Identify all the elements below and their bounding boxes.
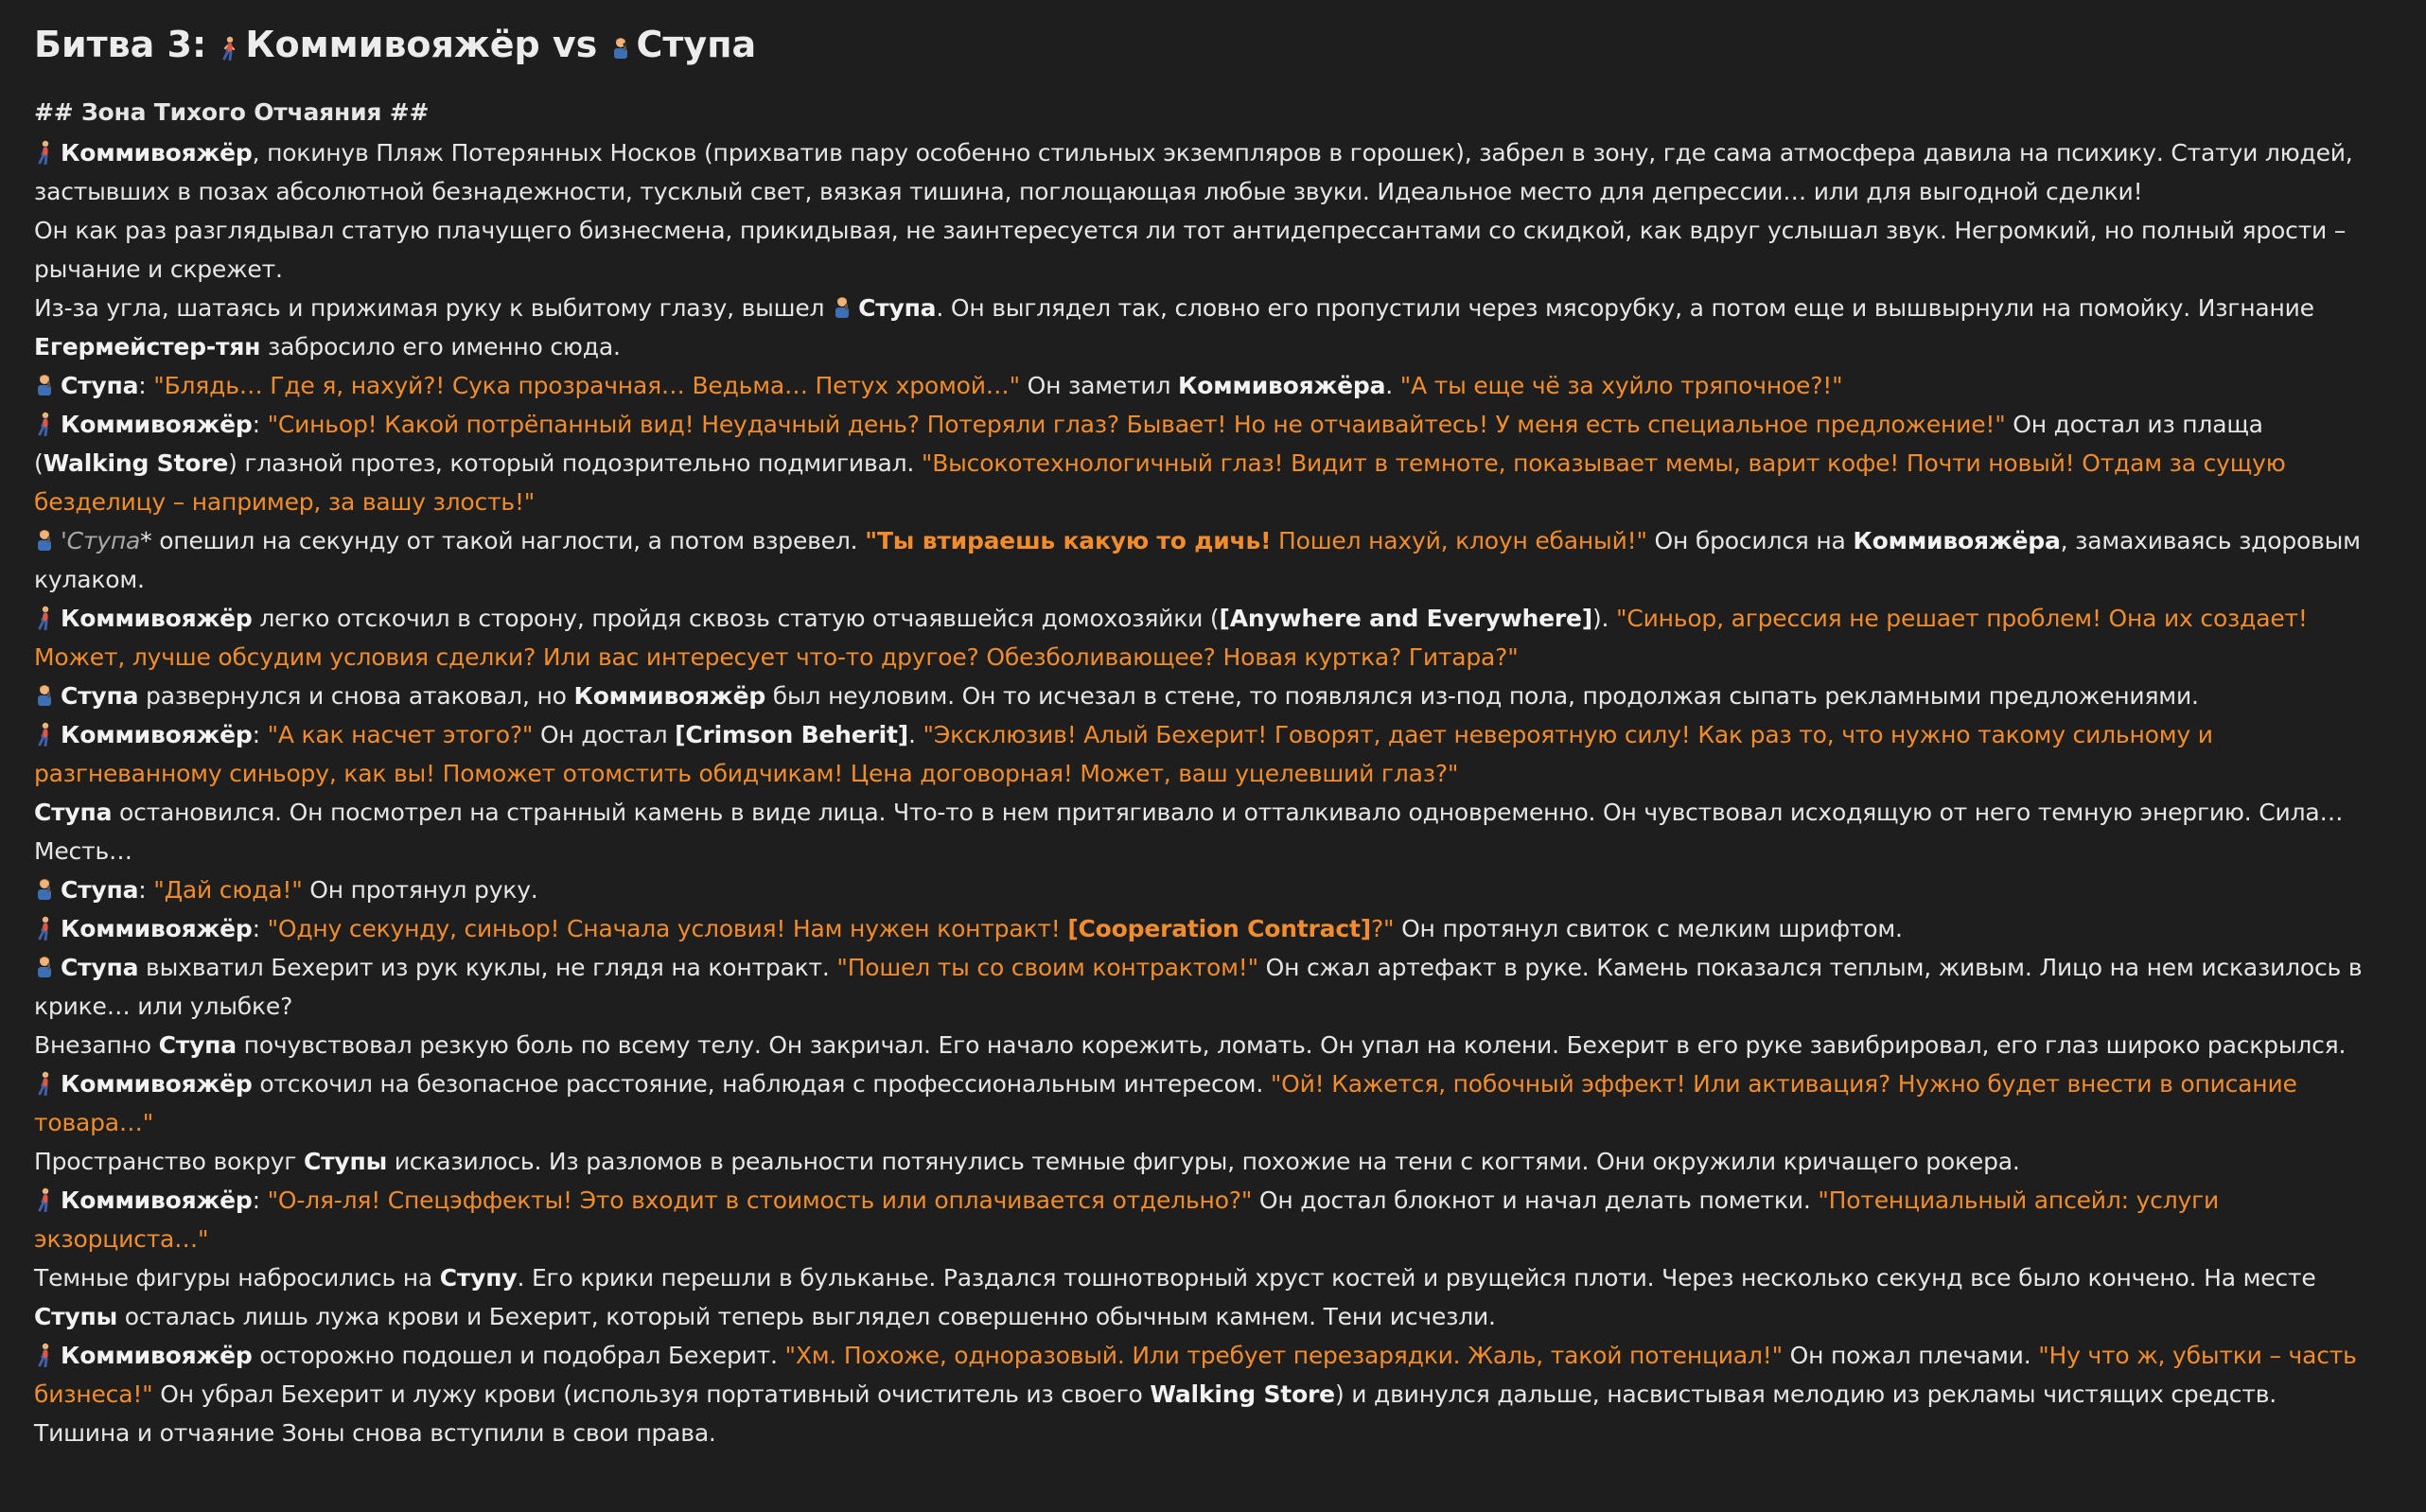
quote-text: Пошел нахуй, клоун ебаный!" — [1271, 527, 1647, 554]
character-name: Коммивояжёр — [61, 1070, 253, 1098]
item-name: [Cooperation Contract] — [1067, 915, 1371, 942]
narration: : — [138, 876, 147, 904]
person-walking-icon — [219, 36, 239, 61]
rocker-singer-icon — [34, 373, 55, 397]
narration: Он бросился на — [1654, 527, 1846, 554]
paragraph-15 — [34, 1064, 2379, 1142]
narration: : — [252, 1187, 260, 1214]
person-walking-icon — [34, 1343, 55, 1367]
narration: забросило его именно сюда. — [268, 333, 621, 360]
paragraph-18 — [34, 1258, 2379, 1336]
rocker-singer-icon — [610, 36, 631, 61]
narration: отскочил на безопасное расстояние, наблюдая с профессиональным интересом. — [259, 1070, 1264, 1098]
character-name: Коммивояжёр — [61, 1187, 253, 1214]
narration: Он достал — [539, 721, 668, 748]
page-title — [34, 21, 2379, 68]
character-name: Коммивояжёра — [1853, 527, 2061, 554]
paragraph-13 — [34, 948, 2379, 1026]
narration: Пространство вокруг — [34, 1148, 297, 1175]
paragraph-8 — [34, 677, 2379, 715]
section-heading: ## Зона Тихого Отчаяния ## — [34, 98, 430, 126]
narration: осторожно подошел и подобрал Бехерит. — [259, 1342, 778, 1369]
person-walking-icon — [34, 412, 55, 436]
narration: развернулся и снова атаковал, но — [146, 682, 567, 710]
dialogue-quote: "А как насчет этого?" — [267, 721, 534, 748]
dialogue-quote: "А ты еще чё за хуйло тряпочное?!" — [1399, 372, 1843, 399]
dialogue-quote: "Пошел ты со своим контрактом!" — [836, 954, 1258, 981]
narration: . — [1385, 372, 1394, 399]
paragraph-19 — [34, 1336, 2379, 1452]
narration: . Его крики перешли в бульканье. Раздался тошнотворный хруст костей и рвущейся плоти. Через несколько секунд все было кончено. На месте — [517, 1264, 2316, 1292]
character-name: Ступа — [61, 954, 139, 981]
narration: : — [138, 372, 147, 399]
character-name: Ступа — [858, 294, 937, 322]
narration: почувствовал резкую боль по всему телу. Он закричал. Его начало корежить, ломать. Он упал на колени. Бехерит в его руке завибрировал, его глаз широко раскрылся. — [243, 1031, 2347, 1059]
person-walking-icon — [34, 1071, 55, 1096]
person-walking-icon — [34, 140, 55, 165]
narration: Он заметил — [1027, 372, 1171, 399]
title-salesman: Коммивояжёр vs — [245, 24, 598, 65]
dialogue-quote — [865, 527, 1647, 554]
item-name: [Crimson Beherit] — [675, 721, 909, 748]
paragraph-10 — [34, 793, 2379, 870]
dialogue-quote: "Хм. Похоже, одноразовый. Или требует перезарядки. Жаль, такой потенциал!" — [784, 1342, 1783, 1369]
dialogue-quote: "Дай сюда!" — [153, 876, 303, 904]
narration: . — [908, 721, 916, 748]
narration: был неуловим. Он то исчезал в стене, то появлялся из-под пола, продолжая сыпать рекламными предложениями. — [772, 682, 2199, 710]
paragraph-12 — [34, 909, 2379, 948]
character-name: Коммивояжёр — [61, 605, 253, 632]
item-name: [Anywhere and Everywhere] — [1219, 605, 1592, 632]
character-name: Коммивояжёр — [61, 411, 253, 438]
paragraph-2 — [34, 211, 2379, 289]
narration: , покинув Пляж Потерянных Носков (прихватив пару особенно стильных экземпляров в горошек), забрел в зону, где сама атмосфера давила на психику. Статуи людей, застывших в позах абсолютной безнадежности, тусклый свет, вязкая тишина, поглощающая любые звуки. Идеальное место для депрессии… или для выгодной сделки! — [34, 139, 2353, 205]
narration: ) глазной протез, который подозрительно подмигивал. — [228, 449, 915, 477]
narration: , замахиваясь здоровым кулаком. — [34, 527, 2361, 593]
title-stupa: Ступа — [636, 24, 757, 65]
paragraph-17 — [34, 1181, 2379, 1258]
narration: Он как раз разглядывал статую плачущего бизнесмена, прикидывая, не заинтересуется ли тот антидепрессантами со скидкой, как вдруг услышал звук. Негромкий, но полный ярости – рычание и скрежет. — [34, 217, 2347, 283]
narration: выхватил Бехерит из рук куклы, не глядя на контракт. — [146, 954, 830, 981]
narration: осталась лишь лужа крови и Бехерит, который теперь выглядел совершенно обычным камнем. Тени исчезли. — [124, 1303, 1496, 1330]
character-name: Коммивояжёр — [61, 1342, 253, 1369]
paragraph-14 — [34, 1026, 2379, 1064]
dialogue-quote: "Блядь… Где я, нахуй?! Сука прозрачная… Ведьма… Петух хромой…" — [153, 372, 1020, 399]
dialogue-quote — [268, 915, 1395, 942]
character-name: Коммивояжёр — [573, 682, 766, 710]
rocker-singer-icon — [34, 683, 55, 708]
dialogue-quote: "Ой! Кажется, побочный эффект! Или активация? Нужно будет внести в описание товара…" — [34, 1070, 2297, 1136]
narration: ). — [1591, 605, 1609, 632]
paragraph-7 — [34, 599, 2379, 677]
dialogue-quote: "Синьор, агрессия не решает проблем! Она их создает! Может, лучше обсудим условия сделки? Или вас интересует что-то другое? Обезболивающее? Новая куртка? Гитара?" — [34, 605, 2308, 671]
rocker-singer-icon — [34, 528, 55, 553]
narration: Он достал из плаща ( — [34, 411, 2263, 477]
character-name: Ступа — [34, 799, 113, 826]
narration: : — [252, 721, 260, 748]
dialogue-quote: "Ну что ж, убытки – часть бизнеса!" — [34, 1342, 2357, 1408]
item-name: Walking Store — [1150, 1380, 1335, 1408]
character-name: Коммивояжёр — [61, 139, 253, 167]
narration: : — [252, 915, 260, 942]
character-name: Коммивояжёра — [1178, 372, 1386, 399]
paragraph-5 — [34, 405, 2379, 521]
narration: легко отскочил в сторону, пройдя сквозь статую отчаявшейся домохозяйки ( — [259, 605, 1220, 632]
character-name: Коммивояжёр — [61, 915, 253, 942]
narration: Он достал блокнот и начал делать пометки. — [1258, 1187, 1811, 1214]
paragraph-16 — [34, 1142, 2379, 1181]
dialogue-quote: "Эксклюзив! Алый Бехерит! Говорят, дает невероятную силу! Как раз то, что нужно такому сильному и разгневанному синьору, как вы! Поможет отомстить обидчикам! Цена договорная! Может, ваш уцелевший глаз?" — [34, 721, 2213, 787]
narration: ) и двинулся дальше, насвистывая мелодию из рекламы чистящих средств. Тишина и отчаяние Зоны снова вступили в свои права. — [34, 1380, 2277, 1447]
rocker-singer-icon — [34, 877, 55, 902]
person-walking-icon — [34, 916, 55, 941]
paragraph-3 — [34, 289, 2379, 366]
dialogue-quote: "О-ля-ля! Спецэффекты! Это входит в стоимость или оплачивается отдельно?" — [267, 1187, 1253, 1214]
narration: * опешил на секунду от такой наглости, а потом взревел. — [140, 527, 858, 554]
narration: Он убрал Бехерит и лужу крови (используя портативный очиститель из своего — [160, 1380, 1143, 1408]
quote-emphasis: "Ты втираешь какую то дичь! — [865, 527, 1272, 554]
character-name: Ступа — [61, 682, 139, 710]
character-name: Ступа — [61, 372, 139, 399]
character-name: Ступы — [303, 1148, 387, 1175]
paragraph-1 — [34, 133, 2379, 211]
person-walking-icon — [34, 606, 55, 630]
item-name: Walking Store — [43, 449, 229, 477]
character-name: Ступа — [158, 1031, 237, 1059]
quote-text: "Одну секунду, синьор! Сначала условия! Нам нужен контракт! — [267, 915, 1061, 942]
character-name: Егермейстер-тян — [34, 333, 261, 360]
narration: Темные фигуры набросились на — [34, 1264, 432, 1292]
narration: Он пожал плечами. — [1789, 1342, 2031, 1369]
title-prefix: Битва 3: — [34, 24, 207, 65]
paragraph-6 — [34, 521, 2379, 599]
character-name: Ступа — [61, 876, 139, 904]
rocker-singer-icon — [34, 955, 55, 979]
narration: . Он выглядел так, словно его пропустили через мясорубку, а потом еще и вышвырнули на помойку. Изгнание — [936, 294, 2314, 322]
character-name: Коммивояжёр — [61, 721, 253, 748]
dialogue-quote: "Синьор! Какой потрёпанный вид! Неудачный день? Потеряли глаз? Бывает! Но не отчаивайтесь! У меня есть специальное предложение!" — [267, 411, 2006, 438]
paragraph-4 — [34, 366, 2379, 405]
narration: исказилось. Из разломов в реальности потянулись темные фигуры, похожие на тени с когтями. Они окружили кричащего рокера. — [394, 1148, 2020, 1175]
narration: Из-за угла, шатаясь и прижимая руку к выбитому глазу, вышел — [34, 294, 825, 322]
narration: Внезапно — [34, 1031, 151, 1059]
character-name: Ступы — [34, 1303, 118, 1330]
person-walking-icon — [34, 1187, 55, 1212]
narration: остановился. Он посмотрел на странный камень в виде лица. Что-то в нем притягивало и отталкивало одновременно. Он чувствовал исходящую от него темную энергию. Сила… Месть… — [34, 799, 2344, 865]
narration: Он протянул свиток с мелким шрифтом. — [1401, 915, 1903, 942]
quote-text: ?" — [1370, 915, 1395, 942]
person-walking-icon — [34, 722, 55, 747]
narration: : — [252, 411, 260, 438]
narration: Он протянул руку. — [309, 876, 538, 904]
character-name: Ступу — [439, 1264, 518, 1292]
rocker-singer-icon — [832, 295, 853, 320]
dialogue-quote: "Высокотехнологичный глаз! Видит в темноте, показывает мемы, варит кофе! Почти новый! Отдам за сущую безделицу – например, за вашу злость!" — [34, 449, 2286, 516]
character-name: 'Ступа — [61, 527, 141, 554]
paragraph-9 — [34, 715, 2379, 793]
paragraph-11 — [34, 870, 2379, 909]
dialogue-quote: "Потенциальный апсейл: услуги экзорциста…" — [34, 1187, 2220, 1253]
narration: Он сжал артефакт в руке. Камень показался теплым, живым. Лицо на нем исказилось в крике… или улыбке? — [34, 954, 2363, 1020]
